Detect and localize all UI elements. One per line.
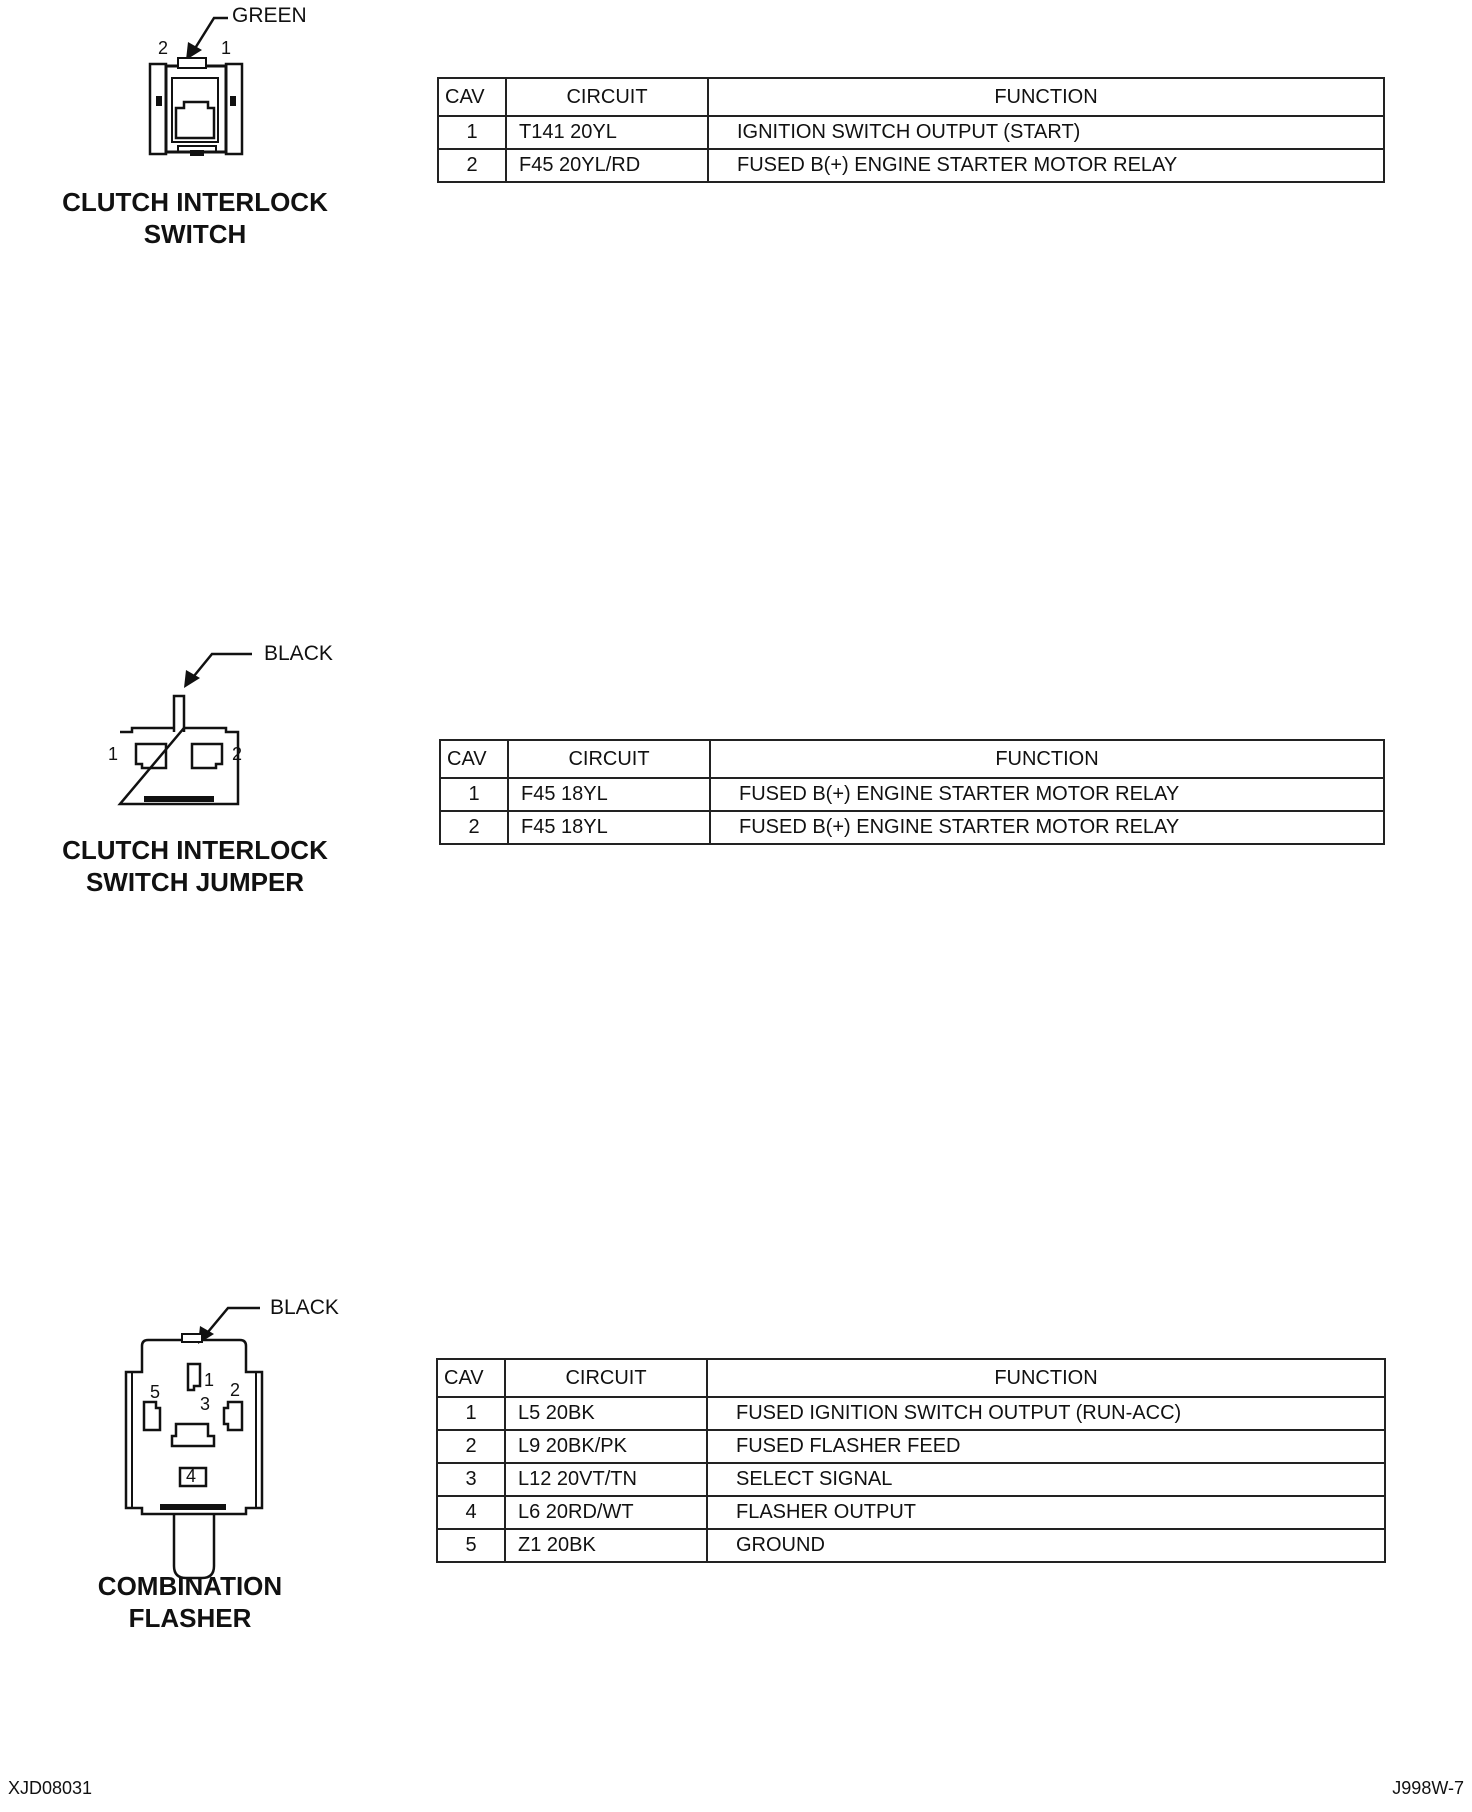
cell-circuit: F45 18YL <box>508 778 710 811</box>
pin-5-label: 5 <box>150 1382 161 1402</box>
cell-function: FUSED IGNITION SWITCH OUTPUT (RUN-ACC) <box>707 1397 1385 1430</box>
cell-circuit: T141 20YL <box>506 116 708 149</box>
cell-function: FUSED B(+) ENGINE STARTER MOTOR RELAY <box>708 149 1384 182</box>
header-circuit: CIRCUIT <box>506 78 708 116</box>
cell-circuit: F45 20YL/RD <box>506 149 708 182</box>
clutch-interlock-switch-connector-face <box>120 0 360 170</box>
table-row <box>440 778 1384 811</box>
cell-function: SELECT SIGNAL <box>707 1463 1385 1496</box>
connector-name <box>40 1570 340 1634</box>
cell-cav: 4 <box>437 1496 505 1529</box>
connector-name-line-1: CLUTCH INTERLOCK <box>62 187 328 217</box>
connector-color-label: BLACK <box>270 1296 339 1319</box>
cell-cav: 1 <box>437 1397 505 1430</box>
cell-function: FUSED B(+) ENGINE STARTER MOTOR RELAY <box>710 811 1384 844</box>
cell-circuit: L6 20RD/WT <box>505 1496 707 1529</box>
pin-3-label: 3 <box>200 1394 211 1414</box>
cell-circuit: L9 20BK/PK <box>505 1430 707 1463</box>
connector-name-line-2: SWITCH <box>143 219 247 249</box>
cell-circuit: Z1 20BK <box>505 1529 707 1562</box>
cell-function: FUSED B(+) ENGINE STARTER MOTOR RELAY <box>710 778 1384 811</box>
pin-2-label: 2 <box>158 38 169 58</box>
cell-circuit: L12 20VT/TN <box>505 1463 707 1496</box>
table-row <box>440 811 1384 844</box>
cell-cav: 1 <box>438 116 506 149</box>
header-circuit: CIRCUIT <box>508 740 710 778</box>
header-cav: CAV <box>438 78 506 116</box>
cell-circuit: L5 20BK <box>505 1397 707 1430</box>
connector-color-label: BLACK <box>264 642 333 665</box>
connector-name-line-1: COMBINATION <box>97 1571 283 1601</box>
cell-cav: 2 <box>438 149 506 182</box>
table-row <box>437 1463 1385 1496</box>
header-circuit: CIRCUIT <box>505 1359 707 1397</box>
pin-1-label: 1 <box>108 744 119 764</box>
table-row <box>438 116 1384 149</box>
header-cav: CAV <box>437 1359 505 1397</box>
table-row <box>437 1496 1385 1529</box>
cell-cav: 5 <box>437 1529 505 1562</box>
pin-4-label: 4 <box>186 1466 197 1486</box>
pin-2-label: 2 <box>232 744 243 764</box>
figure-id-right: J998W-7 <box>1392 1778 1464 1798</box>
connector-name-line-2: FLASHER <box>128 1603 252 1633</box>
pinout-table <box>439 739 1385 845</box>
combination-flasher-connector-face <box>116 1290 356 1580</box>
cell-cav: 1 <box>440 778 508 811</box>
cell-cav: 2 <box>437 1430 505 1463</box>
header-cav: CAV <box>440 740 508 778</box>
header-function: FUNCTION <box>710 740 1384 778</box>
cell-function: IGNITION SWITCH OUTPUT (START) <box>708 116 1384 149</box>
pinout-table <box>437 77 1385 183</box>
cell-function: GROUND <box>707 1529 1385 1562</box>
pinout-table <box>436 1358 1386 1563</box>
table-row <box>437 1529 1385 1562</box>
header-function: FUNCTION <box>708 78 1384 116</box>
connector-name-line-2: SWITCH JUMPER <box>85 867 305 897</box>
pin-1-label: 1 <box>204 1370 215 1390</box>
cell-circuit: F45 18YL <box>508 811 710 844</box>
cell-function: FLASHER OUTPUT <box>707 1496 1385 1529</box>
figure-id-left: XJD08031 <box>8 1778 93 1798</box>
table-row <box>437 1430 1385 1463</box>
table-row <box>438 149 1384 182</box>
cell-cav: 2 <box>440 811 508 844</box>
clutch-interlock-switch-jumper-connector-face <box>108 636 348 816</box>
pin-2-label: 2 <box>230 1380 241 1400</box>
connector-color-label: GREEN <box>232 4 307 27</box>
connector-name <box>40 834 350 898</box>
header-function: FUNCTION <box>707 1359 1385 1397</box>
connector-name <box>40 186 350 250</box>
cell-function: FUSED FLASHER FEED <box>707 1430 1385 1463</box>
table-row <box>437 1397 1385 1430</box>
cell-cav: 3 <box>437 1463 505 1496</box>
connector-name-line-1: CLUTCH INTERLOCK <box>62 835 328 865</box>
pin-1-label: 1 <box>221 38 232 58</box>
